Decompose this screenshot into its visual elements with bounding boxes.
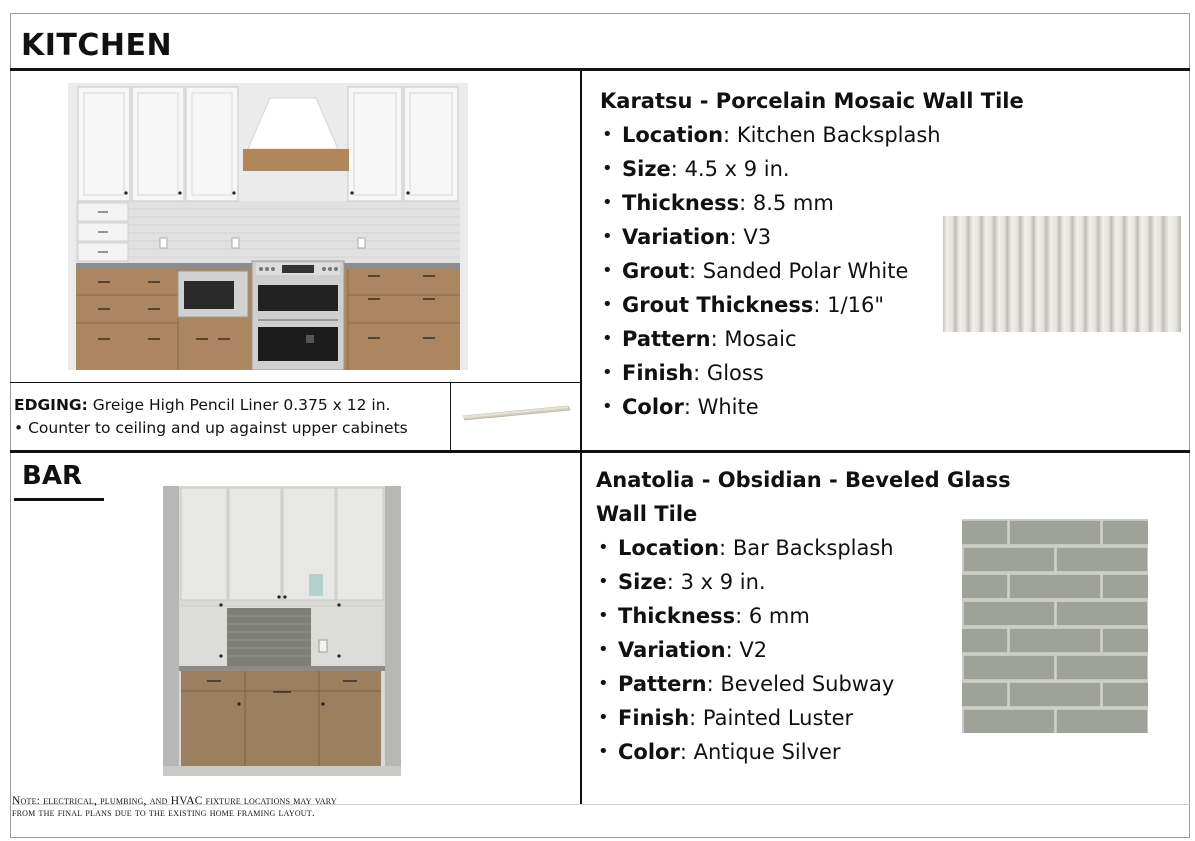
bar-rendering	[163, 486, 401, 776]
kitchen-elevation-drawing	[68, 83, 468, 370]
spec-item: • Pattern: Beveled Subway	[596, 667, 1011, 701]
spec-item: • Size: 4.5 x 9 in.	[600, 152, 1024, 186]
spec-item: • Color: Antique Silver	[596, 735, 1011, 769]
note-line-1: Note: electrical, plumbing, and HVAC fixture locations may vary	[12, 795, 337, 807]
spec-item: • Thickness: 6 mm	[596, 599, 1011, 633]
karatsu-tile-swatch	[943, 216, 1181, 332]
spec-item: • Color: White	[600, 390, 1024, 424]
spec-item: • Grout Thickness: 1/16"	[600, 288, 1024, 322]
header-divider	[10, 68, 1190, 71]
edging-bullet: Counter to ceiling and up against upper cabinets	[28, 419, 408, 437]
section-divider	[10, 450, 1190, 453]
spec-item: • Finish: Painted Luster	[596, 701, 1011, 735]
spec-item: • Location: Bar Backsplash	[596, 531, 1011, 565]
edging-spec: EDGING: Greige High Pencil Liner 0.375 x 12 in. • Counter to ceiling and up against upper cabinets	[14, 396, 408, 437]
center-divider	[580, 70, 582, 804]
bar-tile-title-line1: Anatolia - Obsidian - Beveled Glass	[596, 468, 1011, 492]
bar-title-underline	[14, 498, 104, 501]
pencil-liner-image	[460, 392, 572, 426]
spec-item: • Finish: Gloss	[600, 356, 1024, 390]
note-line-2: from the final plans due to the existing home framing layout.	[12, 807, 315, 819]
edging-cell-divider	[450, 382, 451, 452]
spec-item: • Variation: V2	[596, 633, 1011, 667]
bar-section-title: BAR	[22, 461, 82, 491]
spec-item: • Size: 3 x 9 in.	[596, 565, 1011, 599]
disclaimer-note	[12, 795, 337, 819]
kitchen-rendering	[68, 83, 468, 370]
bar-tile-spec	[596, 463, 1011, 769]
edging-label: EDGING:	[14, 396, 88, 414]
edging-top-rule	[10, 382, 582, 383]
page-title: KITCHEN	[21, 28, 173, 63]
spec-item: • Grout: Sanded Polar White	[600, 254, 1024, 288]
spec-item: • Thickness: 8.5 mm	[600, 186, 1024, 220]
obsidian-tile-swatch	[962, 519, 1148, 733]
spec-item: • Location: Kitchen Backsplash	[600, 118, 1024, 152]
spec-item: • Pattern: Mosaic	[600, 322, 1024, 356]
bar-tile-title-line2: Wall Tile	[596, 502, 698, 526]
spec-item: • Variation: V3	[600, 220, 1024, 254]
edging-description: Greige High Pencil Liner 0.375 x 12 in.	[92, 396, 391, 414]
kitchen-tile-title: Karatsu - Porcelain Mosaic Wall Tile	[600, 89, 1024, 113]
bar-elevation-drawing	[163, 486, 401, 776]
